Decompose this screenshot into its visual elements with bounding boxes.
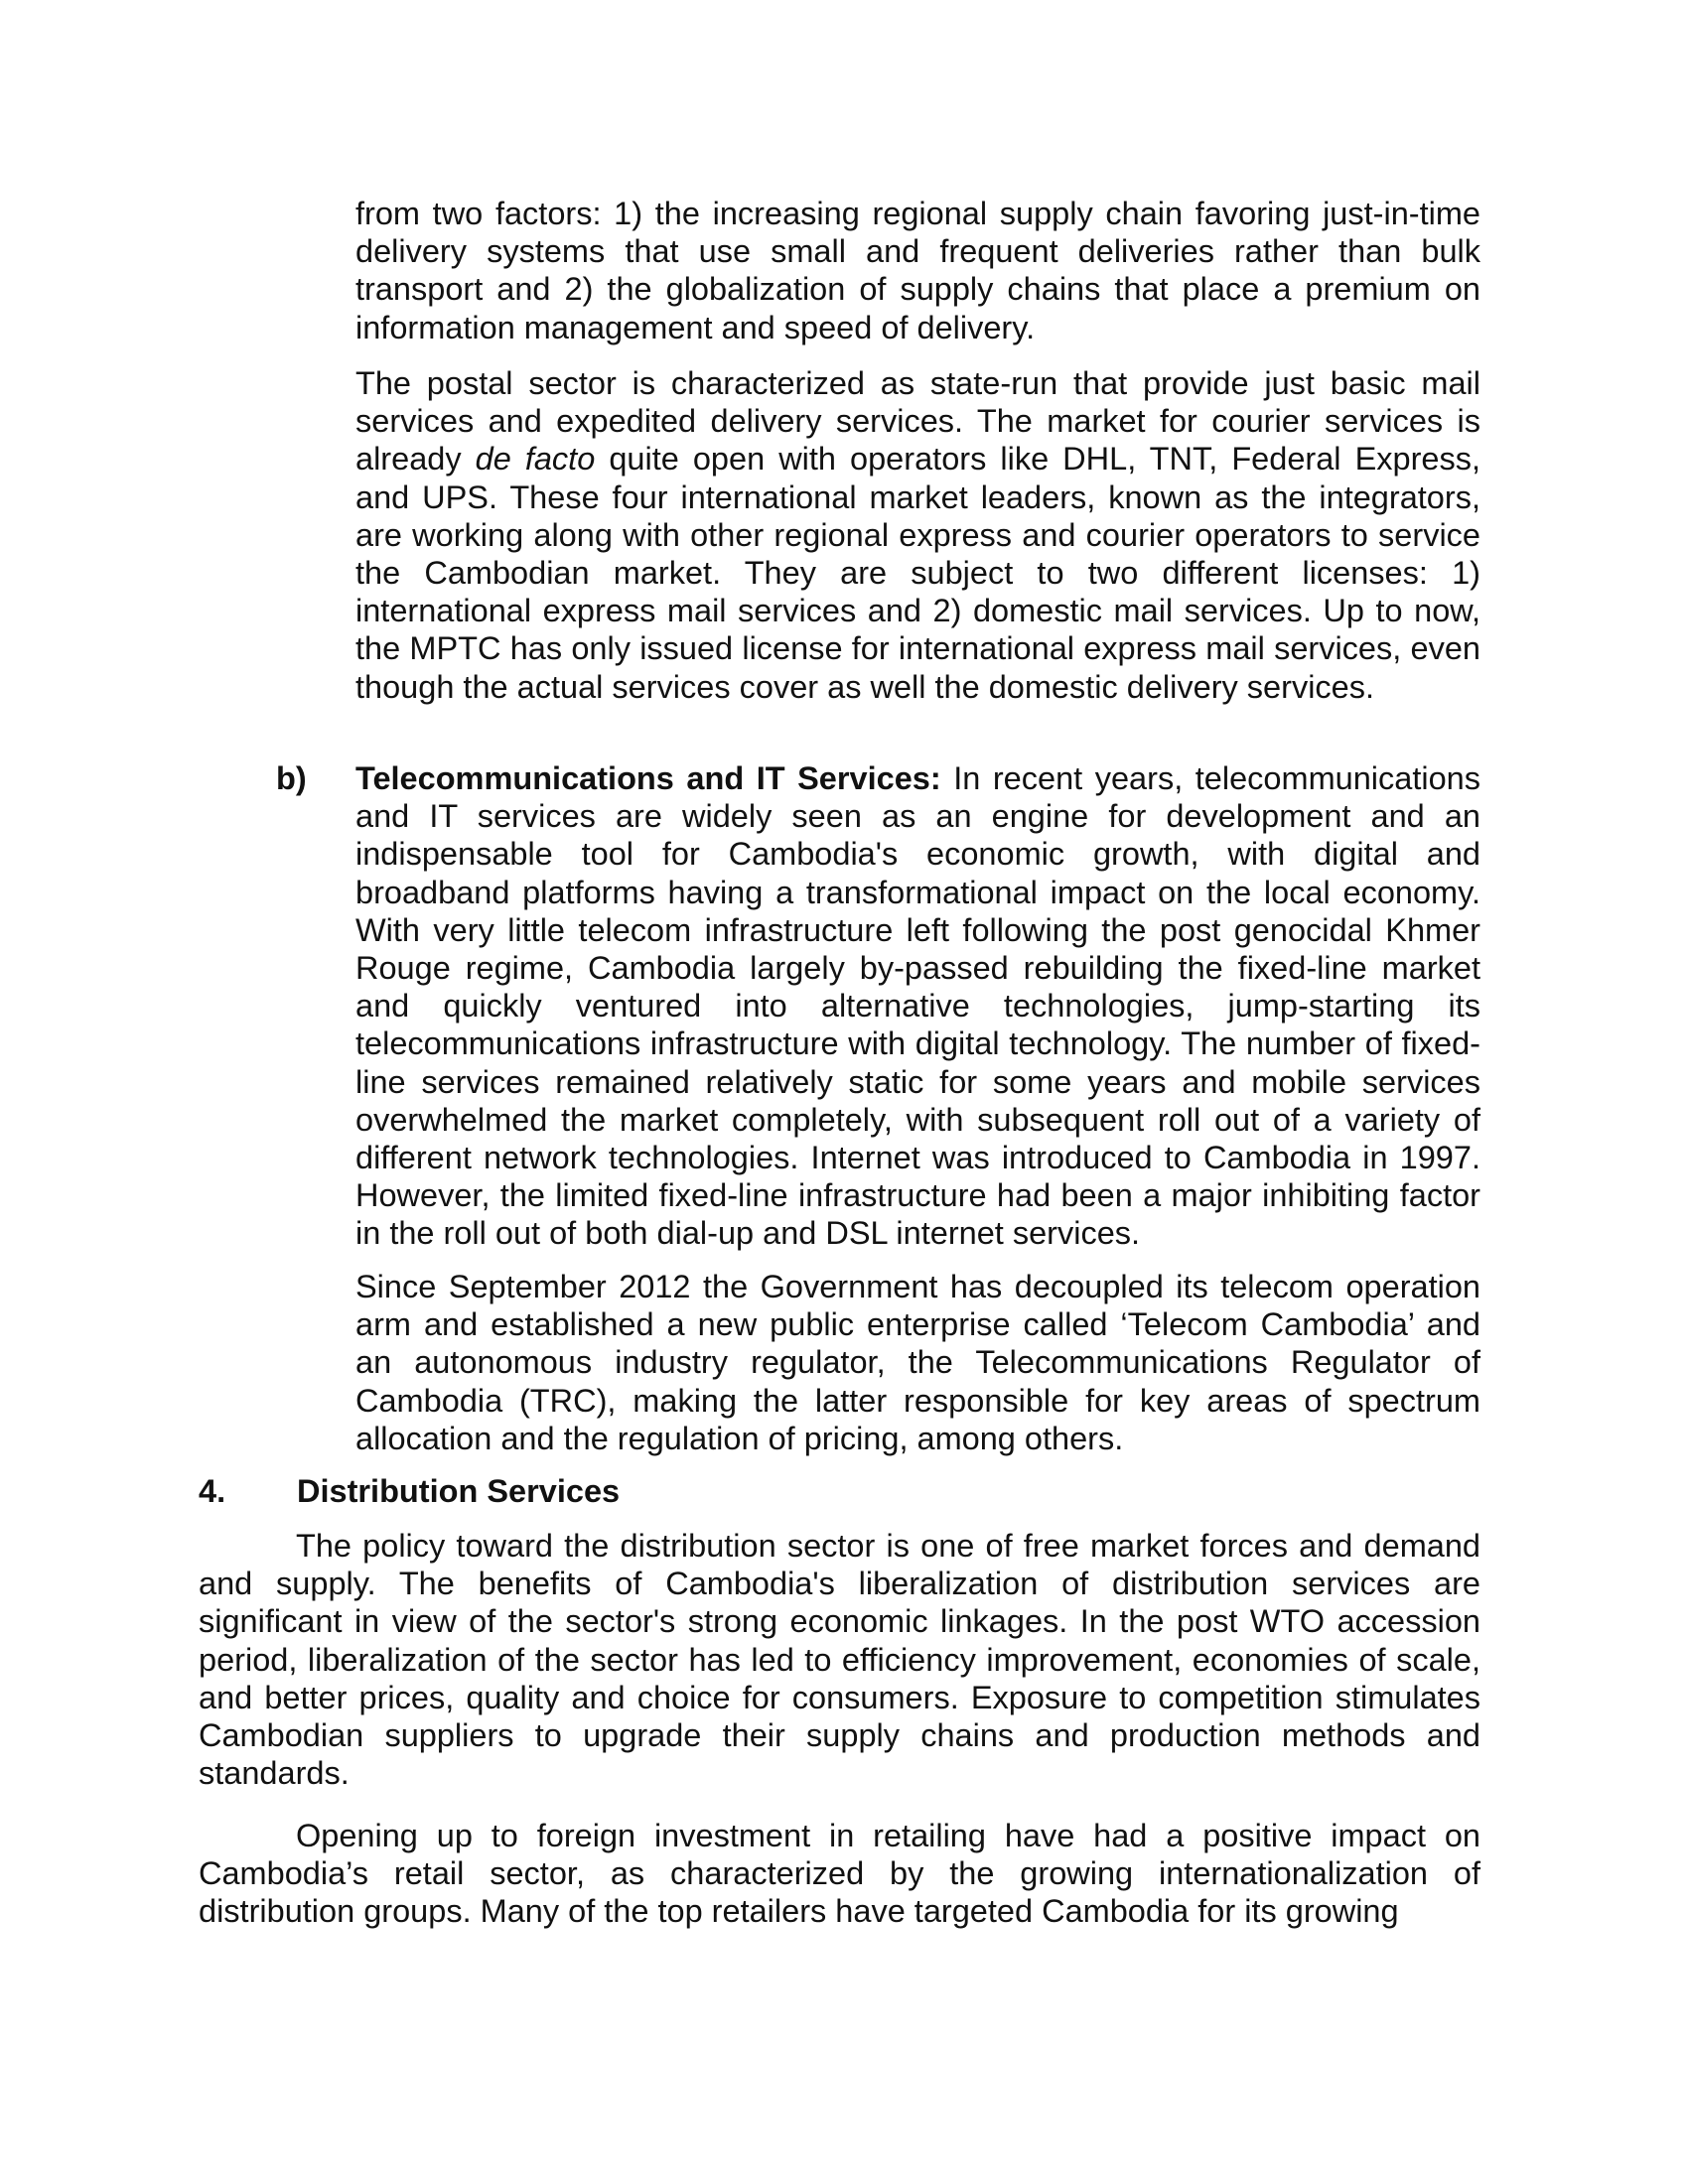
item-b-text: In recent years, telecommunications and IT services are widely seen as an engine for development and an indispensable tool for Cambodia's economic growth, with digital and broadband platforms having a transformational impact on the local economy. With very little telecom infrastructure left following the post genocidal Khmer Rouge regime, Cambodia largely by-passed rebuilding the fixed-line market and quickly ventured into alternative technologies, jump-starting its telecommunications infrastructure with digital technology. The number of fixed-line services remained relatively static for some years and mobile services overwhelmed the market completely, with subsequent roll out of a variety of different network technologies. Internet was introduced to Cambodia in 1997. However, the limited fixed-line infrastructure had been a major inhibiting factor in the roll out of both dial-up and DSL internet services. bbox=[355, 760, 1480, 1252]
list-marker-b: b) bbox=[276, 760, 307, 796]
paragraph-distribution-policy: The policy toward the distribution sector is one of free market forces and demand and supply. The benefits of Cambodia's liberalization of distribution services are significant in view of the sector's strong economic linkages. In the post WTO accession period, liberalization of the sector has led to efficiency improvement, economies of scale, and better prices, quality and choice for consumers. Exposure to competition stimulates Cambodian suppliers to upgrade their supply chains and production methods and standards. bbox=[199, 1528, 1480, 1792]
paragraph-telecom-it bbox=[355, 759, 1480, 1253]
paragraph-postal-sector bbox=[355, 364, 1480, 706]
paragraph-postal-continued: from two factors: 1) the increasing regional supply chain favoring just-in-time delivery systems that use small and frequent deliveries rather than bulk transport and 2) the globalization of supply chains that place a premium on information management and speed of delivery. bbox=[355, 196, 1480, 345]
item-b-heading: Telecommunications and IT Services: bbox=[355, 760, 941, 796]
paragraph-distribution-retail: Opening up to foreign investment in retailing have had a positive impact on Cambodia’s retail sector, as characterized by the growing internationalization of distribution groups. Many of the top retailers have targeted Cambodia for its growing bbox=[199, 1818, 1480, 1930]
paragraph-postal-text-b: quite open with operators like DHL, TNT, Federal Express, and UPS. These four international market leaders, known as the integrators, are working along with other regional express and courier operators to service the Cambodian market. They are subject to two different licenses: 1) international express mail services and 2) domestic mail services. Up to now, the MPTC has only issued license for international express mail services, even though the actual services cover as well the domestic delivery services. bbox=[355, 441, 1480, 705]
paragraph-postal-text-a: The postal sector is characterized as state-run that provide just basic mail services and expedited delivery services. The market for courier services is already bbox=[355, 365, 1480, 478]
section-title: Distribution Services bbox=[297, 1473, 621, 1509]
section-number: 4. bbox=[199, 1473, 226, 1509]
paragraph-telecom-restructuring: Since September 2012 the Government has decoupled its telecom operation arm and established a new public enterprise called ‘Telecom Cambodia’ and an autonomous industry regulator, the Telecommunications Regulator of Cambodia (TRC), making the latter responsible for key areas of spectrum allocation and the regulation of pricing, among others. bbox=[355, 1269, 1480, 1456]
italic-de-facto: de facto bbox=[475, 441, 596, 478]
